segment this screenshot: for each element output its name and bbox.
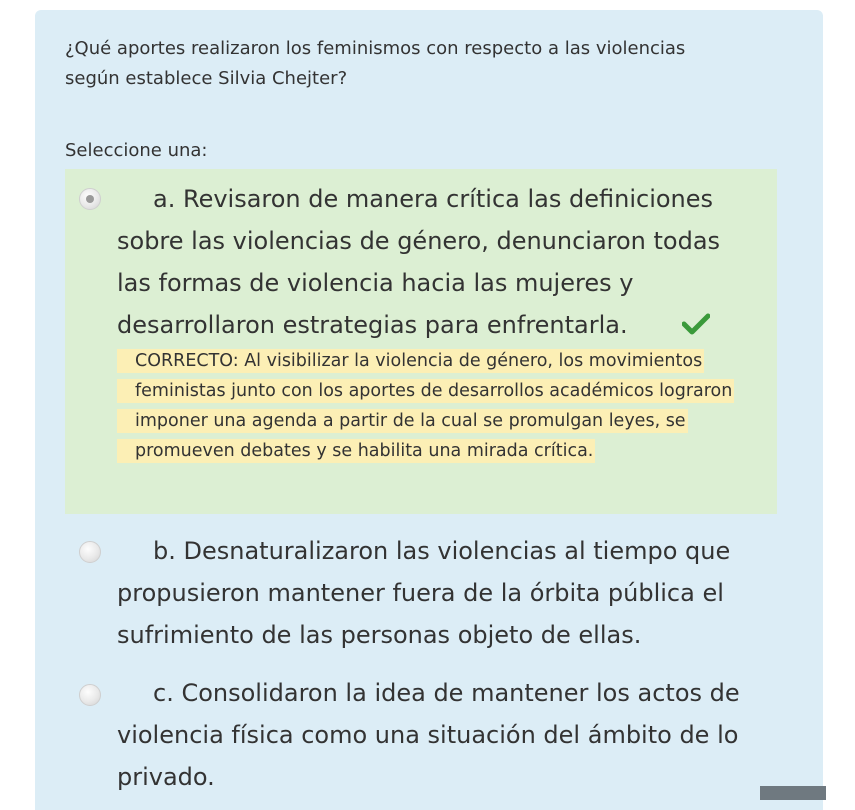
radio-option-b[interactable] [79,541,101,563]
radio-option-c[interactable] [79,684,101,706]
option-a-label: a. Revisaron de manera crítica las definiciones sobre las violencias de género, denunciaron todas las formas de violencia hacia las mujeres y desarrollaron estrategias para enfrentarla. [117,185,721,339]
feedback-text: CORRECTO: Al visibilizar la violencia de género, los movimientos feministas junto con los aportes de desarrollos académicos lograron imponer una agenda a partir de la cual se promulgan leyes, se promueven debates y se habilita una mirada crítica. [117,349,734,463]
answer-option-c-text[interactable] [117,672,747,798]
option-b-label: b. Desnaturalizaron las violencias al tiempo que propusieron mantener fuera de la órbita pública el sufrimiento de las personas objeto de ellas. [117,537,731,649]
next-button-edge[interactable] [760,786,826,800]
radio-option-a[interactable] [79,188,101,210]
answer-option-b-text[interactable] [117,530,757,656]
answer-option-a-text[interactable] [117,178,747,348]
question-text: ¿Qué aportes realizaron los feminismos con respecto a las violencias según establece Silvia Chejter? [65,38,686,89]
option-c-label: c. Consolidaron la idea de mantener los actos de violencia física como una situación del ámbito de lo privado. [117,679,740,791]
select-prompt: Seleccione una: [65,140,208,161]
check-icon [646,306,710,348]
feedback-correct [117,346,757,466]
question-card [35,10,823,810]
